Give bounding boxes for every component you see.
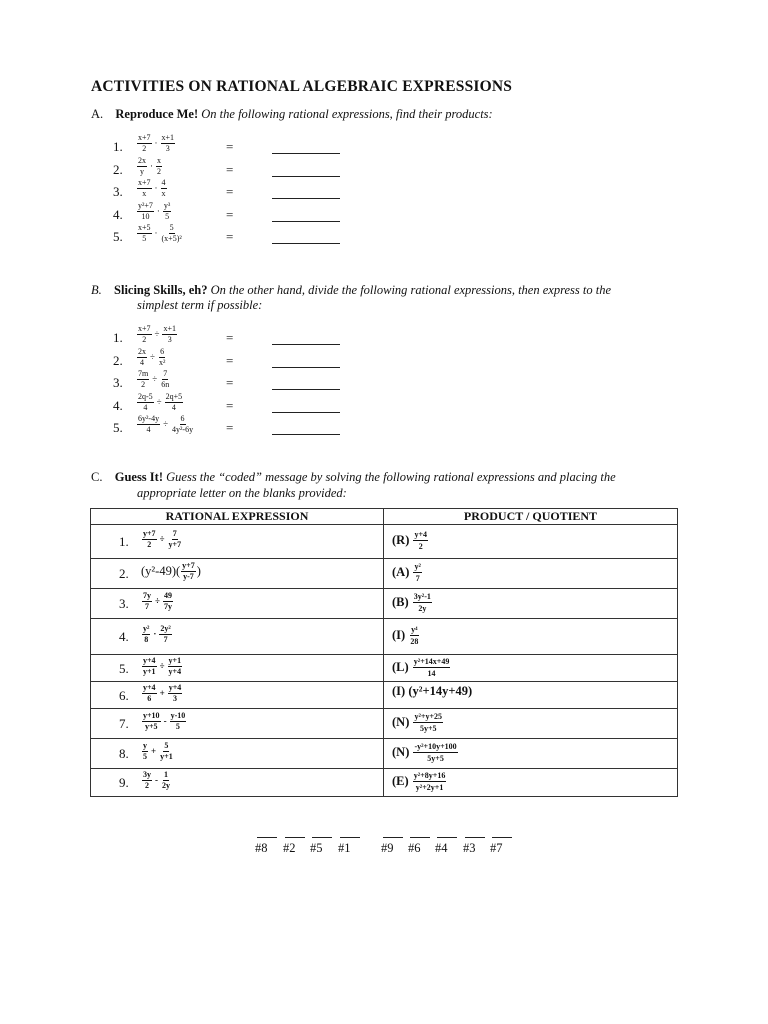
fraction-2 [161, 179, 167, 198]
operator: ÷ [163, 419, 169, 429]
denominator: 3 [167, 335, 172, 344]
fraction-1 [137, 348, 147, 367]
numerator: 49 [163, 591, 172, 600]
denominator: 6 [147, 693, 152, 703]
denominator: x² [158, 357, 166, 367]
answer-blank[interactable] [272, 243, 340, 244]
code-item-label: #5 [310, 841, 323, 855]
denominator: 3 [172, 693, 177, 703]
numerator: y³ [163, 200, 171, 210]
row-number: 8. [119, 746, 129, 761]
section-b-letter: B. [91, 283, 102, 297]
section-c-heading [91, 470, 616, 485]
denominator: 4 [143, 402, 148, 412]
fraction-1 [137, 370, 149, 389]
answer-choice [392, 592, 433, 613]
numerator: 7 [172, 529, 177, 538]
section-a-title: Reproduce Me! [115, 107, 199, 121]
fraction-2 [171, 415, 194, 434]
answer-letter: (I) [392, 628, 409, 642]
code-blank[interactable] [312, 837, 332, 838]
answer-letter: (N) [392, 745, 413, 759]
code-blank[interactable] [410, 837, 430, 838]
section-b-item-number: 2. [113, 352, 123, 368]
answer-blank[interactable] [272, 344, 340, 345]
fraction-2 [158, 348, 166, 367]
numerator: 1 [164, 770, 168, 779]
numerator: y+10 [143, 711, 160, 720]
fraction-2 [168, 684, 183, 703]
fraction-1 [142, 742, 148, 761]
answer-letter: (R) [392, 533, 413, 547]
numerator: x+5 [138, 223, 151, 232]
section-b-item-expression [136, 348, 167, 367]
denominator: 4 [140, 357, 144, 367]
section-b-item-expression [136, 325, 178, 344]
numerator: y [143, 741, 147, 750]
fraction-2 [159, 625, 171, 644]
fraction-1 [142, 625, 150, 644]
fraction-1 [137, 157, 147, 176]
equals-sign: = [226, 161, 234, 177]
code-item-label: #7 [490, 841, 503, 855]
code-blank[interactable] [383, 837, 403, 838]
expression-cell [91, 739, 384, 769]
answer-choice [392, 742, 459, 763]
denominator: (x+5)² [161, 234, 182, 243]
answer-letter: (L) [392, 659, 412, 674]
row-number: 2. [119, 566, 129, 581]
denominator: 10 [141, 211, 150, 221]
numerator: 7 [163, 369, 168, 378]
fraction-1 [137, 134, 152, 153]
fraction-2 [156, 157, 162, 176]
denominator: 5 [165, 211, 170, 221]
operator: ÷ [154, 329, 160, 339]
denominator: 2y [162, 781, 170, 790]
expression-cell [91, 769, 384, 797]
operator: + [151, 746, 157, 756]
answer-cell [384, 709, 678, 739]
code-blank[interactable] [492, 837, 512, 838]
answer-choice [392, 530, 429, 551]
fraction-2 [163, 592, 173, 611]
numerator: 6y²-4y [138, 414, 160, 423]
denominator: 4 [171, 402, 176, 412]
answer-cell [384, 682, 678, 709]
fraction-1 [142, 771, 152, 790]
numerator: y+4 [143, 655, 156, 665]
answer-fraction [413, 530, 428, 551]
table-row [91, 619, 678, 655]
operator: - [155, 775, 158, 785]
code-item-label: #8 [255, 841, 268, 855]
fraction-1 [137, 224, 152, 243]
numerator: 7y [143, 591, 151, 600]
denominator: y+1 [143, 666, 156, 676]
denominator: 2 [142, 335, 147, 344]
denominator: 6n [161, 380, 170, 389]
denominator: 7y [163, 602, 172, 611]
answer-fraction [413, 771, 447, 792]
numerator: y+4 [168, 682, 182, 692]
operator: ÷ [156, 396, 162, 407]
answer-blank[interactable] [272, 221, 340, 222]
row-expression [141, 592, 174, 611]
answer-blank[interactable] [272, 367, 340, 368]
equals-sign: = [226, 184, 234, 199]
denominator: 28 [410, 637, 419, 646]
operator: ÷ [159, 660, 165, 671]
answer-letter: (A) [392, 565, 413, 579]
numerator: -y²+10y+100 [414, 742, 457, 751]
answer-blank[interactable] [272, 176, 340, 177]
answer-choice [392, 684, 472, 699]
table-row [91, 709, 678, 739]
numerator: 2q-5 [138, 391, 153, 401]
numerator: x+1 [161, 133, 175, 142]
fraction-2 [161, 224, 183, 243]
numerator: x [157, 155, 161, 165]
answer-letter: (N) [392, 715, 413, 729]
numerator: x+7 [138, 324, 151, 333]
row-number: 1. [119, 534, 129, 549]
row-number: 5. [119, 660, 129, 676]
row-expression [141, 742, 175, 761]
code-item-label: #9 [381, 841, 394, 855]
section-b-item-number: 4. [113, 397, 123, 413]
numerator: y²+8y+16 [413, 771, 446, 780]
answer-choice [392, 771, 447, 792]
row-expression [141, 562, 201, 581]
fraction-2 [163, 202, 171, 221]
operator: · [154, 138, 158, 148]
section-a-item-expression [136, 157, 163, 176]
denominator: y+5 [145, 722, 158, 731]
denominator: x [142, 189, 147, 198]
equals-sign: = [226, 397, 234, 413]
denominator: y-7 [183, 572, 194, 581]
denominator: 5y+5 [427, 754, 444, 763]
fraction-1 [181, 562, 196, 581]
section-b-instruction: On the other hand, divide the following rational expressions, then express to the [210, 283, 611, 297]
row-number: 9. [119, 775, 129, 790]
equals-sign: = [226, 206, 234, 222]
expression-cell [91, 682, 384, 709]
table-row [91, 682, 678, 709]
fraction-2 [161, 771, 171, 790]
numerator: 2y² [160, 624, 171, 633]
answer-cell [384, 619, 678, 655]
equals-sign: = [226, 139, 234, 154]
row-expression [141, 530, 183, 549]
answer-blank[interactable] [272, 198, 340, 199]
denominator: 7 [145, 602, 149, 611]
operator: + [159, 687, 165, 698]
section-a-letter: A. [91, 107, 104, 121]
answer-choice [392, 712, 444, 733]
section-a-item-number: 4. [113, 206, 123, 222]
answer-blank[interactable] [272, 412, 340, 413]
denominator: 4 [146, 425, 151, 434]
section-b-item-expression [136, 415, 195, 434]
fraction-2 [168, 530, 183, 549]
answer-fraction [409, 625, 419, 646]
denominator: 2 [147, 540, 152, 549]
fraction-2 [162, 325, 177, 344]
equals-sign: = [226, 420, 234, 435]
section-b-item-number: 1. [113, 330, 123, 345]
section-a-item-number: 2. [113, 161, 123, 177]
operator: · [150, 160, 153, 171]
denominator: 2 [142, 144, 147, 153]
denominator: 2 [157, 166, 161, 176]
code-item-label: #1 [338, 841, 351, 855]
section-a-item-number: 3. [113, 184, 123, 199]
expression-cell [91, 559, 384, 589]
code-item-label: #4 [435, 841, 448, 855]
numerator: 5 [164, 741, 169, 750]
numerator: 4 [161, 178, 166, 187]
section-b-item-expression [136, 393, 184, 412]
numerator: y+4 [414, 530, 428, 539]
code-item-label: #2 [283, 841, 296, 855]
expression-cell [91, 525, 384, 559]
denominator: 5 [143, 752, 147, 761]
denominator: y+4 [168, 666, 182, 676]
answer-cell [384, 769, 678, 797]
code-item-label: #6 [408, 841, 421, 855]
expression-cell [91, 589, 384, 619]
section-b-heading [91, 283, 611, 298]
expression-suffix: ) [196, 564, 201, 579]
table-header-row [91, 509, 678, 525]
fraction-1 [137, 415, 160, 434]
table-row [91, 525, 678, 559]
denominator: y²+2y+1 [415, 783, 444, 792]
numerator: y²+y+25 [414, 712, 442, 721]
answer-letter: (I) [392, 683, 409, 698]
operator: · [153, 629, 157, 639]
denominator: 4y²-6y [172, 425, 194, 434]
fraction-1 [137, 393, 154, 412]
row-number: 3. [119, 596, 129, 611]
section-c-letter: C. [91, 470, 103, 484]
fraction-1 [137, 179, 152, 198]
fraction-2 [170, 712, 187, 731]
section-b-item-number: 3. [113, 375, 123, 390]
fraction-1 [142, 657, 157, 676]
denominator: 3 [165, 144, 170, 153]
table-row [91, 739, 678, 769]
section-a-item-number: 5. [113, 229, 123, 244]
section-b-item-number: 5. [113, 420, 123, 435]
row-number: 4. [119, 629, 129, 644]
fraction-2 [161, 134, 176, 153]
fraction-2 [165, 393, 184, 412]
numerator: 6 [160, 346, 165, 356]
section-c-instruction: Guess the “coded” message by solving the following rational expressions and placing the [166, 470, 616, 484]
section-a-heading [91, 107, 493, 122]
answer-letter: (B) [392, 595, 412, 609]
fraction-1 [137, 325, 152, 344]
expression-cell [91, 619, 384, 655]
answer-cell [384, 739, 678, 769]
table-row [91, 655, 678, 682]
section-a-item-expression [136, 179, 168, 198]
worksheet-title: ACTIVITIES ON RATIONAL ALGEBRAIC EXPRESSIONS [91, 78, 513, 95]
denominator: 14 [427, 668, 436, 678]
numerator: 2q+5 [165, 391, 183, 401]
section-c-title: Guess It! [114, 470, 163, 484]
row-expression [141, 712, 187, 731]
row-expression [141, 771, 172, 790]
section-b-instruction-cont: simplest term if possible: [137, 298, 263, 312]
numerator: x+7 [138, 178, 151, 187]
operator: - [163, 716, 167, 726]
equals-sign: = [226, 375, 234, 390]
equals-sign: = [226, 330, 234, 345]
numerator: y+1 [168, 655, 182, 665]
code-item-label: #3 [463, 841, 476, 855]
fraction-1 [142, 592, 152, 611]
table-row [91, 559, 678, 589]
table-body [91, 525, 678, 797]
denominator: 5 [175, 722, 180, 731]
fraction-1 [142, 684, 157, 703]
code-blank[interactable] [465, 837, 485, 838]
numerator: 6 [180, 414, 185, 423]
answer-choice [392, 657, 451, 678]
operator: ÷ [150, 351, 155, 362]
expression-cell [91, 655, 384, 682]
numerator: y² [143, 624, 150, 633]
answer-blank[interactable] [272, 153, 340, 154]
row-number: 7. [119, 716, 129, 731]
section-b-title: Slicing Skills, eh? [114, 283, 208, 297]
denominator: 2 [141, 380, 146, 389]
numerator: x+1 [163, 324, 176, 333]
numerator: y²+7 [138, 200, 153, 210]
answer-cell [384, 589, 678, 619]
numerator: y⁴ [411, 625, 418, 634]
answer-expression: (y²+14y+49) [408, 683, 473, 698]
row-expression [141, 657, 183, 676]
fraction-1 [142, 530, 157, 549]
denominator: 7 [415, 574, 420, 583]
section-a-item-expression [136, 202, 172, 221]
denominator: x [161, 189, 166, 198]
numerator: y+7 [182, 561, 195, 570]
answer-blank[interactable] [272, 434, 340, 435]
row-expression [141, 684, 183, 703]
section-c-instruction-cont: appropriate letter on the blanks provided: [137, 486, 347, 500]
answer-choice [392, 562, 423, 583]
answer-choice [392, 625, 420, 646]
section-b-item-expression [136, 370, 171, 389]
col-header-answer: PRODUCT / QUOTIENT [384, 509, 678, 525]
denominator: 2 [418, 542, 423, 551]
col-header-expression: RATIONAL EXPRESSION [91, 509, 384, 525]
operator: · [156, 205, 160, 216]
denominator: 2 [145, 781, 149, 790]
answer-fraction [413, 712, 443, 733]
numerator: 2x [138, 346, 146, 356]
numerator: x+7 [138, 133, 151, 142]
answer-cell [384, 655, 678, 682]
denominator: y+1 [160, 752, 173, 761]
fraction-2 [160, 370, 170, 389]
denominator: 5 [142, 234, 147, 243]
numerator: y²+14x+49 [413, 656, 450, 666]
answer-blank[interactable] [272, 389, 340, 390]
code-blank[interactable] [340, 837, 360, 838]
answer-cell [384, 559, 678, 589]
code-blank[interactable] [285, 837, 305, 838]
numerator: y+7 [143, 529, 156, 538]
table-row [91, 769, 678, 797]
guess-it-table [90, 508, 678, 797]
numerator: y+4 [143, 682, 156, 692]
answer-fraction [413, 657, 451, 678]
fraction-1 [137, 202, 154, 221]
section-a-item-number: 1. [113, 139, 123, 154]
answer-fraction [413, 742, 457, 763]
expression-prefix: (y²-49)( [141, 564, 181, 579]
code-blank[interactable] [257, 837, 277, 838]
equals-sign: = [226, 229, 234, 244]
answer-fraction [413, 592, 432, 613]
denominator: y [140, 166, 144, 176]
answer-fraction [413, 562, 421, 583]
expression-cell [91, 709, 384, 739]
operator: · [154, 228, 158, 238]
section-a-item-expression [136, 224, 184, 243]
denominator: 2y [418, 604, 427, 613]
fraction-2 [168, 657, 183, 676]
fraction-1 [142, 712, 161, 731]
table-row [91, 589, 678, 619]
equals-sign: = [226, 352, 234, 368]
numerator: y-10 [170, 711, 186, 720]
answer-cell [384, 525, 678, 559]
operator: · [154, 183, 158, 193]
answer-letter: (E) [392, 774, 412, 788]
denominator: 7 [163, 635, 168, 644]
section-a-item-expression [136, 134, 176, 153]
code-blank[interactable] [437, 837, 457, 838]
numerator: 5 [169, 223, 174, 232]
numerator: 3y [143, 770, 151, 779]
numerator: 7m [138, 369, 149, 378]
denominator: 5y+5 [419, 724, 437, 733]
numerator: y² [414, 562, 421, 571]
operator: ÷ [152, 374, 158, 384]
numerator: 3y²-1 [413, 592, 431, 601]
row-number: 6. [119, 687, 129, 703]
fraction-2 [159, 742, 174, 761]
operator: ÷ [159, 534, 165, 544]
denominator: y+7 [168, 540, 182, 549]
operator: ÷ [155, 596, 160, 606]
numerator: 2x [138, 155, 146, 165]
section-a-instruction: On the following rational expressions, find their products: [201, 107, 493, 121]
row-expression [141, 625, 173, 644]
denominator: 8 [144, 635, 149, 644]
